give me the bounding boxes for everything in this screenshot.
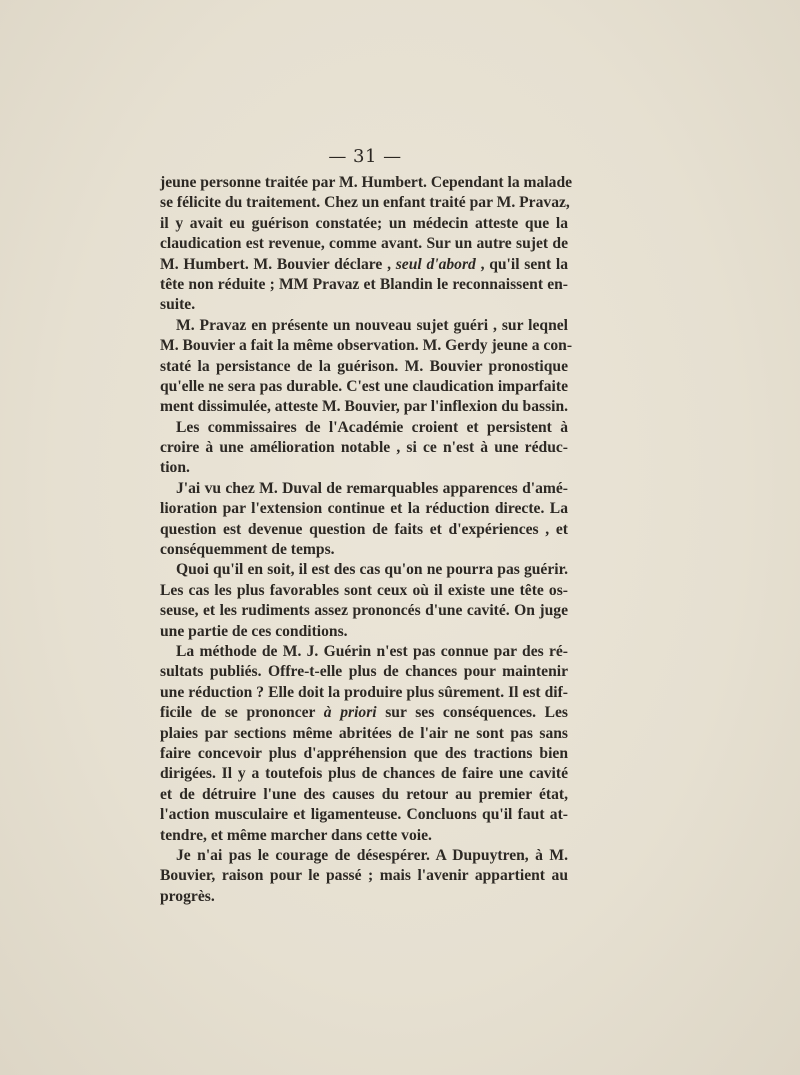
text-line: sultats publiés. Offre-t-elle plus de chances pour maintenir <box>160 663 568 681</box>
text-line: M. Humbert. M. Bouvier déclare , seul d'abord , qu'il sent la <box>160 255 569 273</box>
text-line: ment dissimulée, atteste M. Bouvier, par l'inflexion du bassin. <box>160 398 569 416</box>
text-line: suite. <box>160 296 196 314</box>
text-line: staté la persistance de la guérison. M. Bouvier pronostique <box>160 357 568 375</box>
text-line: tête non réduite ; MM Pravaz et Blandin le reconnaissent en- <box>160 275 568 293</box>
text-line: Bouvier, raison pour le passé ; mais l'avenir appartient au <box>160 867 568 885</box>
text-line: Quoi qu'il en soit, il est des cas qu'on ne pourra pas guérir. <box>176 561 568 579</box>
page-number: — 31 — <box>328 146 402 167</box>
text-line: jeune personne traitée par M. Humbert. Cependant la malade <box>160 174 573 191</box>
paragraph <box>160 642 568 846</box>
text-line: claudication est revenue, comme avant. Sur un autre sujet de <box>160 235 568 253</box>
text-line: se félicite du traitement. Chez un enfant traité par M. Pravaz, <box>160 194 570 212</box>
text-line: Les cas les plus favorables sont ceux où il existe une tête os- <box>160 581 568 599</box>
italic-phrase: seul d'abord <box>395 255 476 273</box>
paragraph <box>160 418 568 479</box>
text-line: tendre, et même marcher dans cette voie. <box>160 826 432 844</box>
text-line: il y avait eu guérison constatée; un médecin atteste que la <box>160 214 568 232</box>
text-line: qu'elle ne sera pas durable. C'est une claudication imparfaite <box>160 377 568 395</box>
paragraph <box>160 173 573 316</box>
text-line: Je n'ai pas le courage de désespérer. A Dupuytren, à M. <box>176 846 568 864</box>
text-line: ficile de se prononcer à priori sur ses conséquences. Les <box>160 704 569 722</box>
paragraph <box>160 846 568 907</box>
text-line: seuse, et les rudiments assez prononcés d'une cavité. On juge <box>160 602 568 620</box>
text-line: progrès. <box>160 887 215 905</box>
paragraph <box>160 479 568 561</box>
text-line: l'action musculaire et ligamenteuse. Concluons qu'il faut at- <box>160 806 568 824</box>
text-line: plaies par sections même abritées de l'air ne sont pas sans <box>160 724 568 742</box>
text-line: dirigées. Il y a toutefois plus de chances de faire une cavité <box>160 765 568 783</box>
text-line: tion. <box>160 459 190 477</box>
italic-phrase: à priori <box>323 704 377 722</box>
body-text <box>160 173 573 907</box>
paragraph <box>160 316 573 418</box>
text-line: conséquemment de temps. <box>160 541 335 559</box>
text-line: une réduction ? Elle doit la produire plus sûrement. Il est dif- <box>160 683 568 701</box>
text-line: faire concevoir plus d'appréhension que des tractions bien <box>160 744 568 762</box>
text-line: lioration par l'extension continue et la réduction directe. La <box>160 500 568 518</box>
text-line: M. Bouvier a fait la même observation. M. Gerdy jeune a con- <box>160 337 573 355</box>
text-line: Les commissaires de l'Académie croient et persistent à <box>176 418 568 436</box>
text-line: La méthode de M. J. Guérin n'est pas connue par des ré- <box>176 642 568 660</box>
text-line: question est devenue question de faits et d'expériences , et <box>160 520 568 538</box>
text-line: croire à une amélioration notable , si ce n'est à une réduc- <box>160 439 568 457</box>
text-line: une partie de ces conditions. <box>160 622 348 640</box>
paragraph <box>160 560 568 642</box>
text-line: M. Pravaz en présente un nouveau sujet guéri , sur leqnel <box>176 316 568 334</box>
text-line: J'ai vu chez M. Duval de remarquables apparences d'amé- <box>176 479 568 497</box>
text-line: et de détruire l'une des causes du retour au premier état, <box>160 785 568 803</box>
